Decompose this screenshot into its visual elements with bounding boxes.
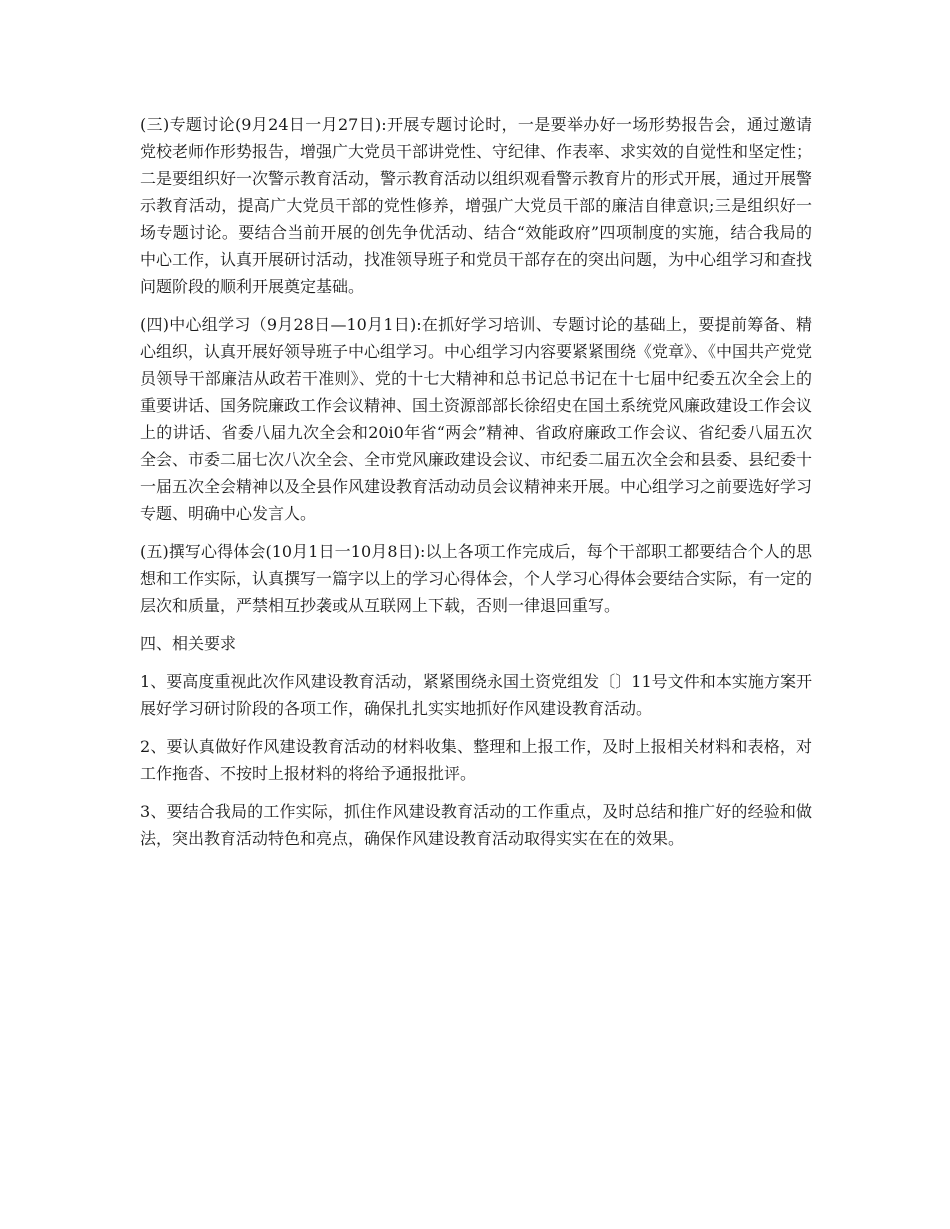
- section-heading-requirements: 四、相关要求: [140, 634, 237, 653]
- requirement-item-1: 1、要高度重视此次作风建设教育活动，紧紧围绕永国土资党组发〔〕11号文件和本实施方案开展好学习研讨阶段的各项工作，确保扎扎实实地抓好作风建设教育活动。: [140, 672, 812, 718]
- paragraph-central-group-study: (四)中心组学习（9月28日—10月1日):在抓好学习培训、专题讨论的基础上，要提前筹备、精心组织，认真开展好领导班子中心组学习。中心组学习内容要紧紧围绕《党章》、《中国共产党党员领导干部廉洁从政若干准则》、党的十七大精神和总书记总书记在十七届中纪委五次全会上的重要讲话、国务院廉政工作会议精神、国土资源部部长徐绍史在国土系统党风廉政建设工作会议上的讲话、省委八届九次全会和20i0年省“两会”精神、省政府廉政工作会议、省纪委八届五次全会、市委二届七次八次全会、全市党风廉政建设会议、市纪委二届五次全会和县委、县纪委十一届五次全会精神以及全县作风建设教育活动动员会议精神来开展。中心组学习之前要选好学习专题、明确中心发言人。: [140, 315, 813, 523]
- paragraph-writing-reflections: (五)撰写心得体会(10月1日一10月8日):以上各项工作完成后，每个干部职工都要结合个人的思想和工作实际，认真撰写一篇字以上的学习心得体会，个人学习心得体会要结合实际，有一定的层次和质量，严禁相互抄袭或从互联网上下载，否则一律退回重写。: [140, 542, 813, 615]
- document-page: [140, 111, 812, 863]
- paragraph-topic-discussion: (三)专题讨论(9月24日一月27日):开展专题讨论时，一是要举办好一场形势报告会，通过邀请党校老师作形势报告，增强广大党员干部讲党性、守纪律、作表率、求实效的自觉性和坚定性；二是要组织好一次警示教育活动，警示教育活动以组织观看警示教育片的形式开展，通过开展警示教育活动，提高广大党员干部的党性修养，增强广大党员干部的廉洁自律意识;三是组织好一场专题讨论。要结合当前开展的创先争优活动、结合“效能政府”四项制度的实施，结合我局的中心工作，认真开展研讨活动，找准领导班子和党员干部存在的突出问题，为中心组学习和查找问题阶段的顺利开展奠定基础。: [140, 115, 813, 296]
- requirement-item-2: 2、要认真做好作风建设教育活动的材料收集、整理和上报工作，及时上报相关材料和表格，对工作拖沓、不按时上报材料的将给予通报批评。: [140, 737, 812, 783]
- requirement-item-3: 3、要结合我局的工作实际，抓住作风建设教育活动的工作重点，及时总结和推广好的经验和做法，突出教育活动特色和亮点，确保作风建设教育活动取得实实在在的效果。: [140, 802, 812, 848]
